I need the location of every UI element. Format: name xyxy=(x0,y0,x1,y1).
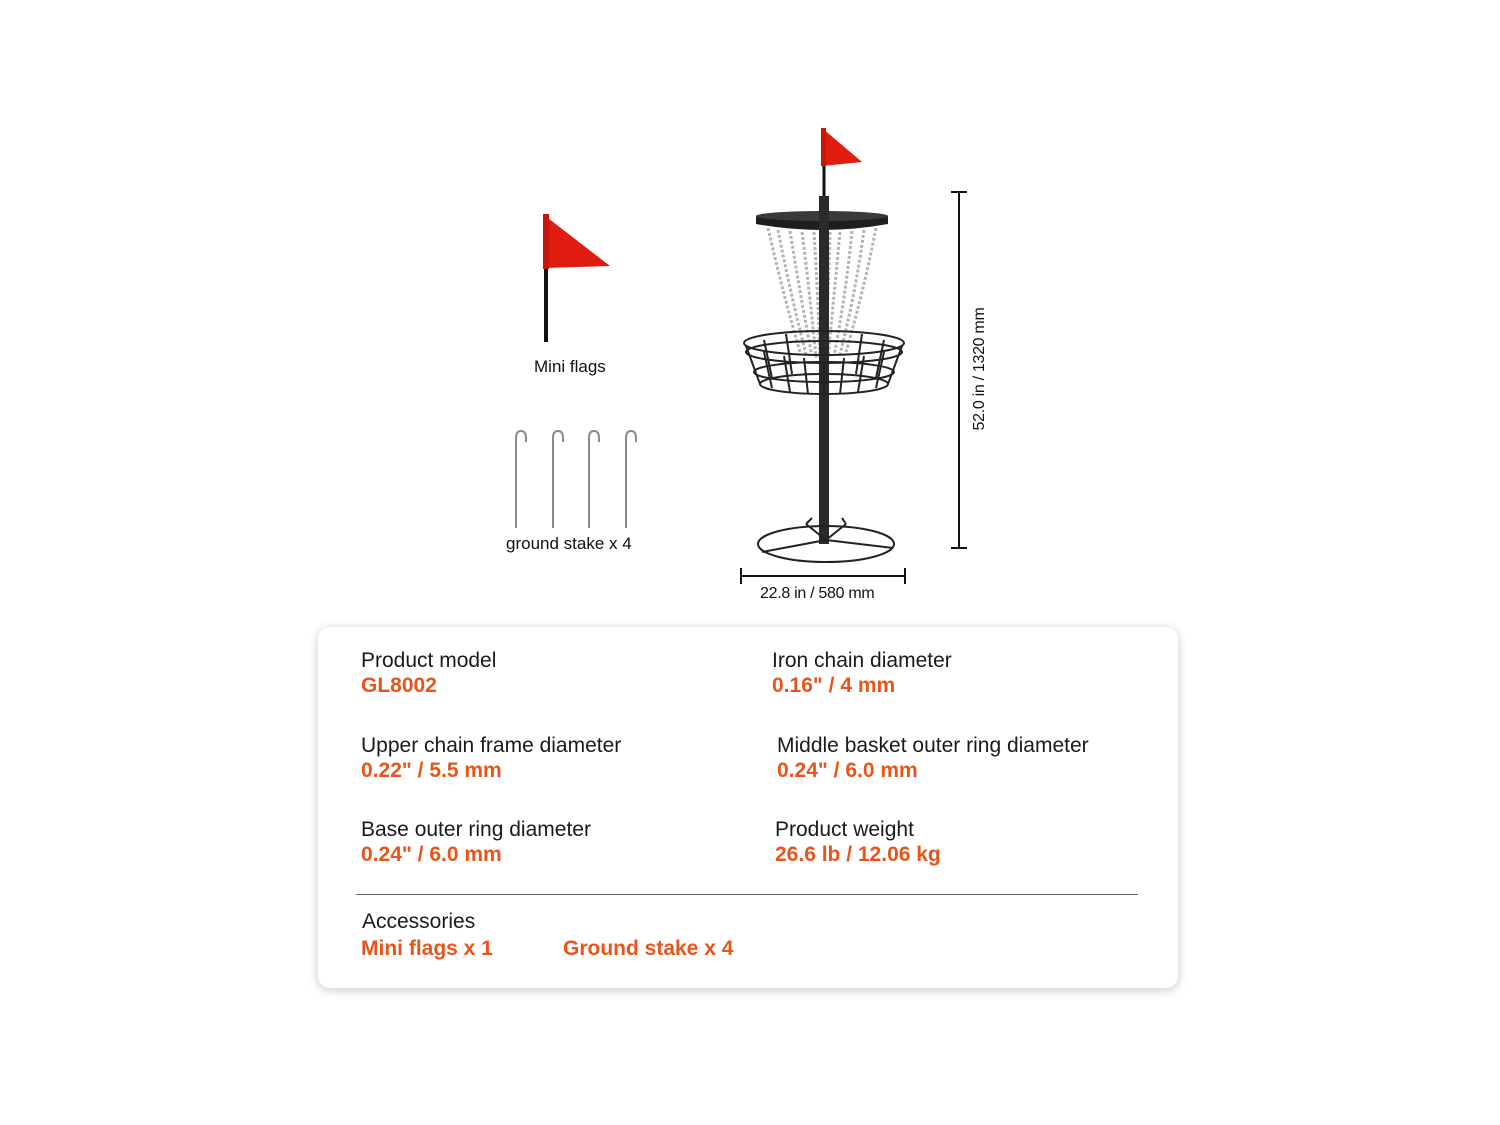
spec-value: 0.22" / 5.5 mm xyxy=(361,759,502,782)
height-dimension-line xyxy=(951,192,967,548)
spec-label: Upper chain frame diameter xyxy=(361,734,622,757)
spec-label: Product model xyxy=(361,649,497,672)
spec-label: Middle basket outer ring diameter xyxy=(777,734,1089,757)
spec-value: 0.24" / 6.0 mm xyxy=(361,843,502,866)
divider xyxy=(356,894,1138,895)
mini-flag-icon xyxy=(543,214,610,342)
spec-base-outer-ring-diameter xyxy=(361,817,591,867)
spec-label: Product weight xyxy=(775,818,914,841)
spec-iron-chain-diameter xyxy=(772,648,952,698)
stakes-caption: ground stake x 4 xyxy=(506,534,632,553)
spec-product-weight xyxy=(775,817,941,867)
spec-product-model xyxy=(361,648,496,698)
height-dimension-label: 52.0 in / 1320 mm xyxy=(971,307,988,431)
spec-card xyxy=(318,627,1178,988)
spec-label: Iron chain diameter xyxy=(772,649,952,672)
accessory-item: Ground stake x 4 xyxy=(563,937,734,960)
accessory-item: Mini flags x 1 xyxy=(361,937,493,960)
spec-value: GL8002 xyxy=(361,674,437,697)
accessories-title: Accessories xyxy=(362,910,476,933)
spec-value: 0.16" / 4 mm xyxy=(772,674,896,697)
spec-value: 26.6 lb / 12.06 kg xyxy=(775,843,941,866)
spec-value: 0.24" / 6.0 mm xyxy=(777,759,918,782)
width-dimension-line xyxy=(741,568,905,584)
disc-golf-basket-icon xyxy=(744,128,904,562)
width-dimension-label: 22.8 in / 580 mm xyxy=(760,585,875,602)
spec-middle-basket-ring-diameter xyxy=(777,733,1089,783)
spec-upper-chain-frame-diameter xyxy=(361,733,621,783)
ground-stakes-icon xyxy=(516,431,636,528)
mini-flags-caption: Mini flags xyxy=(534,357,606,376)
spec-label: Base outer ring diameter xyxy=(361,818,591,841)
